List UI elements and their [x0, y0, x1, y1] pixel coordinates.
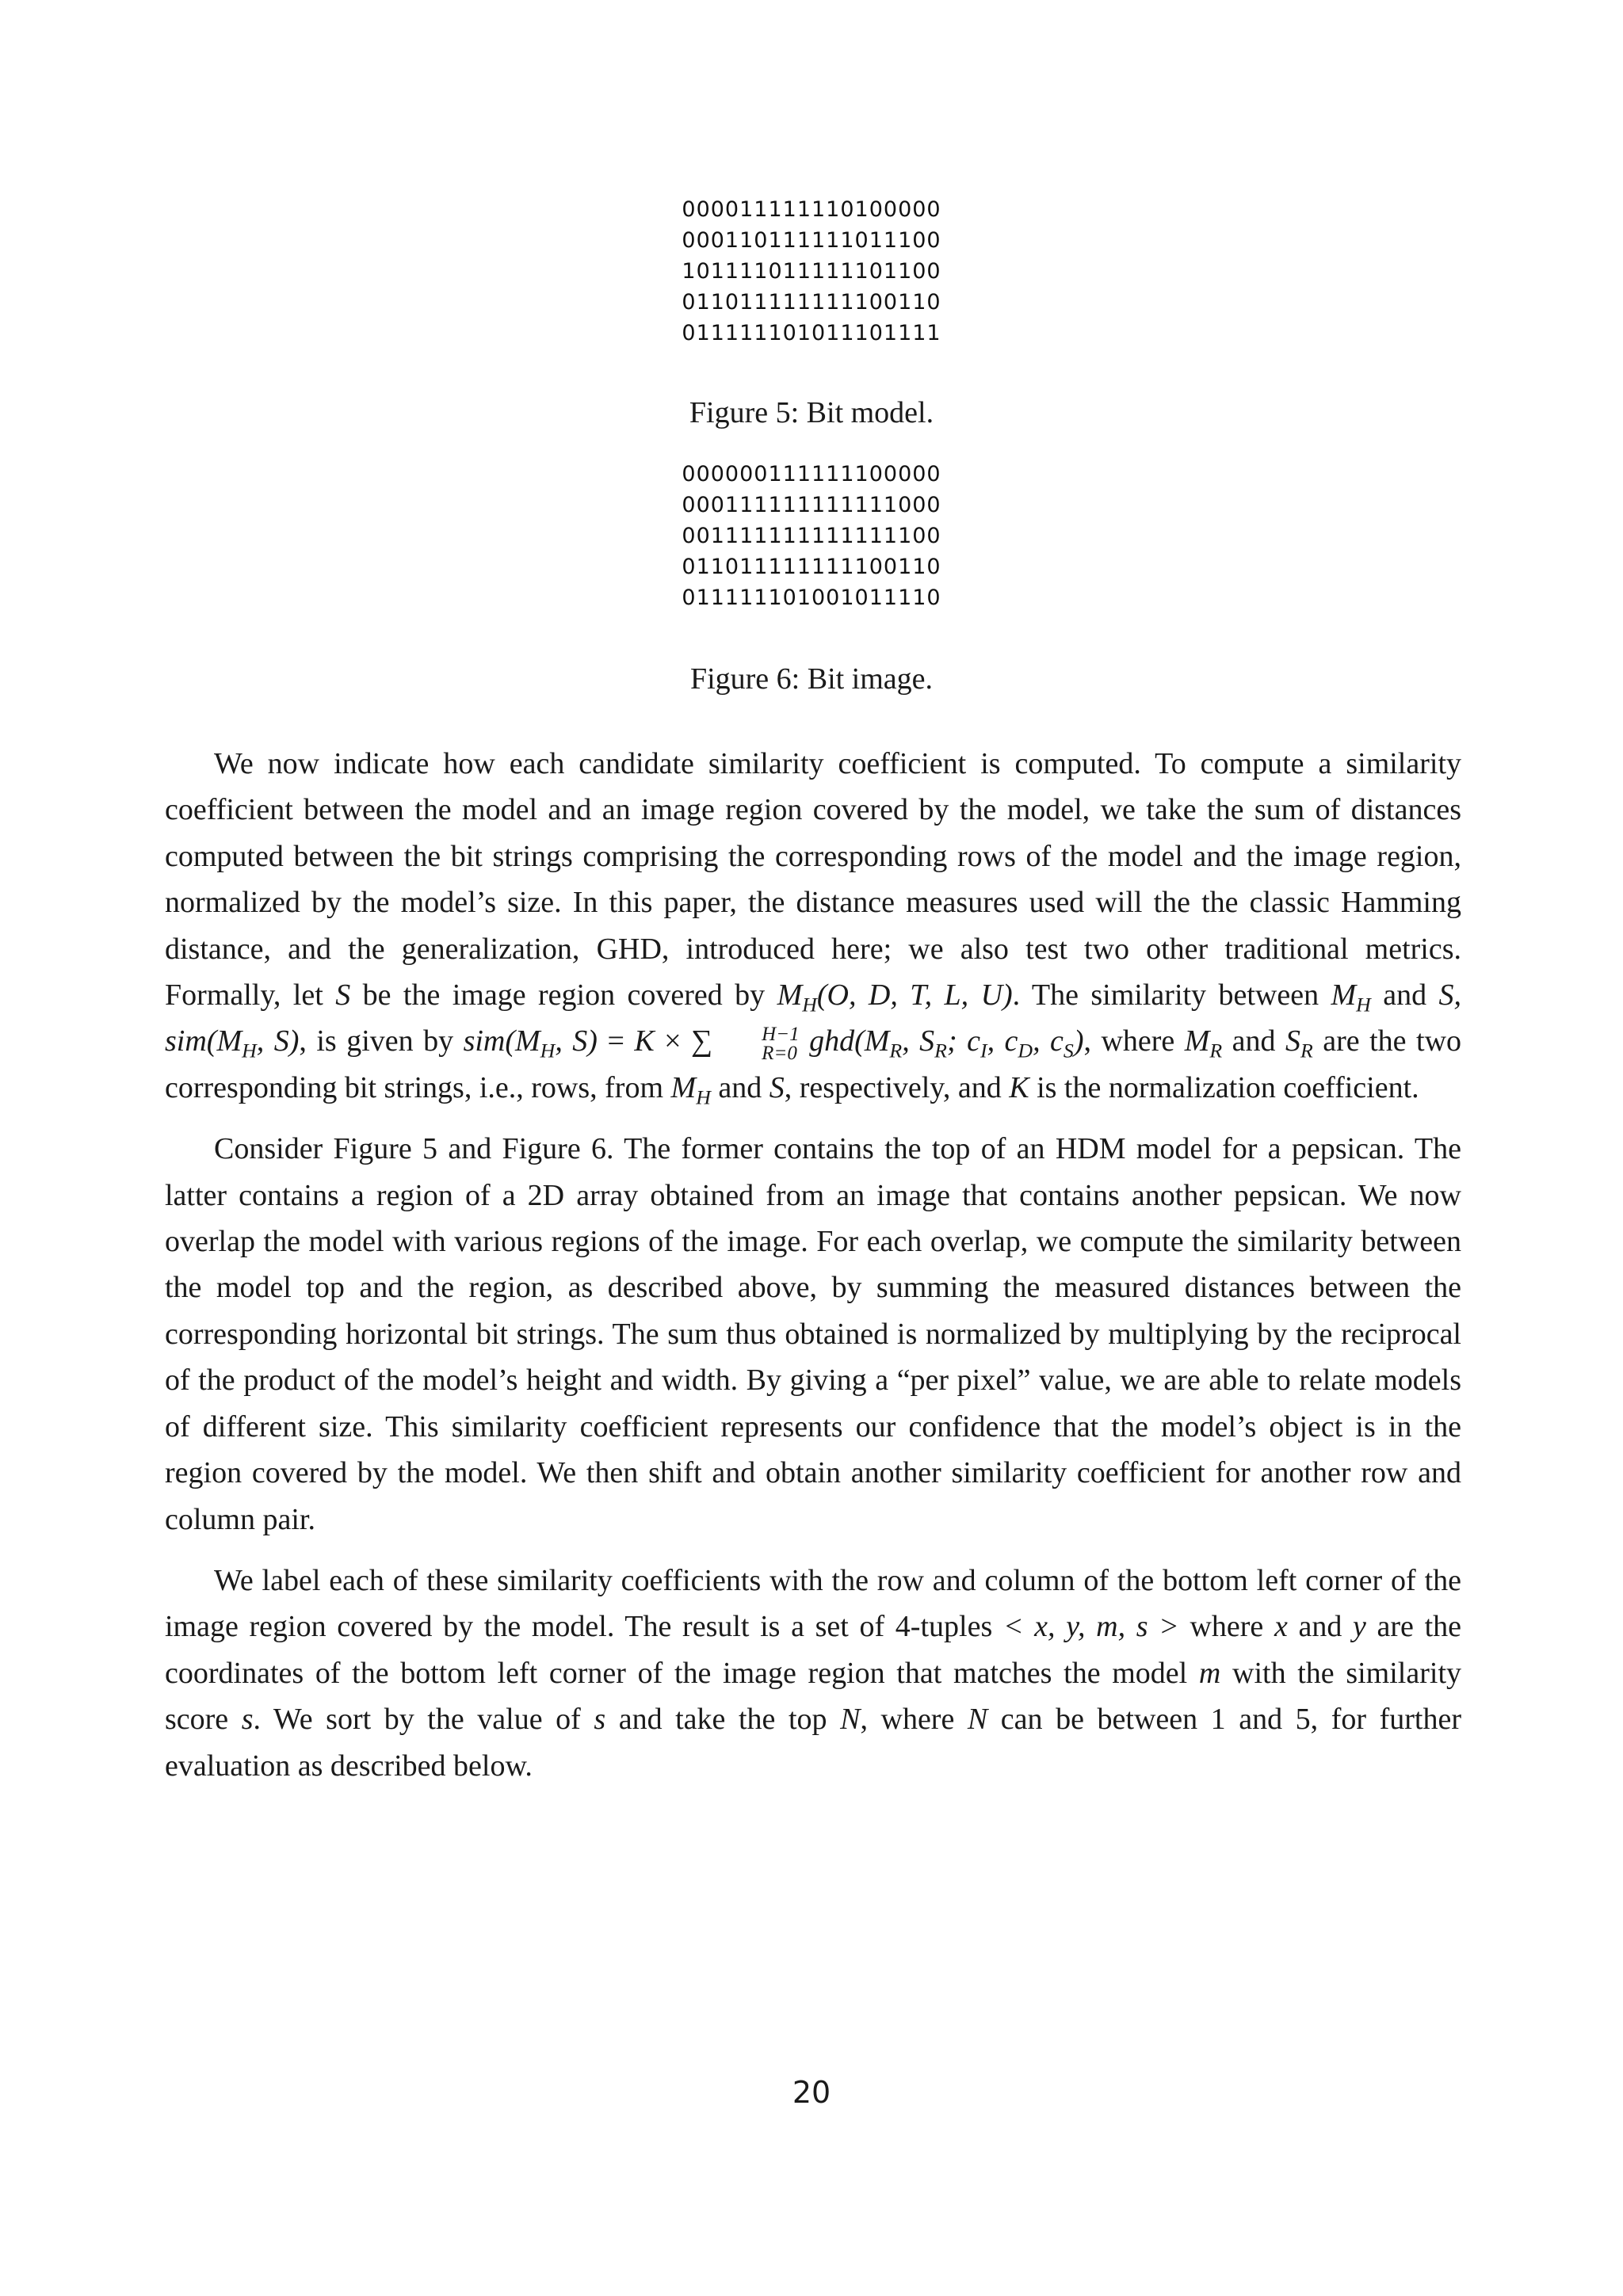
math-sub: R: [1209, 1039, 1223, 1063]
math-sub: H: [242, 1039, 257, 1063]
math-sub: H: [540, 1039, 556, 1063]
text-run: be the image region covered by: [350, 978, 777, 1013]
math-func: sim: [165, 1024, 207, 1058]
math-args: , c: [987, 1024, 1018, 1058]
math-args: (O, D, T, L, U): [816, 978, 1013, 1013]
math-var: N: [967, 1703, 988, 1737]
math-sub: R: [889, 1039, 903, 1063]
math-var: s: [594, 1703, 606, 1737]
math-sub: H: [802, 993, 817, 1016]
figure-6-row: 000111111111111000: [682, 493, 941, 517]
page-number: 20: [792, 2075, 831, 2110]
text-run: is the normalization coefficient.: [1029, 1070, 1419, 1104]
math-var: m: [1198, 1656, 1221, 1690]
figure-5-caption: Figure 5: Bit model.: [689, 396, 934, 429]
math-var: N: [840, 1703, 861, 1737]
math-args: , S): [555, 1024, 598, 1058]
math-expr: [1184, 1024, 1223, 1063]
figure-6-row: 001111111111111100: [682, 524, 941, 548]
text-run: with the similarity score: [165, 1656, 1461, 1737]
body-text: [165, 741, 1461, 1804]
math-args: (M: [206, 1024, 242, 1058]
figure-5-row: 101111011111101100: [682, 259, 941, 284]
math-sub: D: [1018, 1039, 1033, 1063]
text-run: are the two corresponding bit strings, i.e., rows, from: [165, 1024, 1462, 1104]
figure-5-row: 000011111110100000: [682, 197, 941, 222]
text-run: and: [1287, 1610, 1353, 1644]
math-expr: [777, 978, 1013, 1016]
math-op: =: [597, 1024, 635, 1058]
math-args: , S): [256, 1024, 300, 1058]
text-run: , respectively, and: [784, 1070, 1010, 1104]
math-func: sim: [463, 1024, 506, 1058]
text-run: and: [1370, 978, 1439, 1013]
figure-6-row: 011011111111100110: [682, 555, 941, 579]
math-args: ; c: [946, 1024, 980, 1058]
paragraph-figure-discussion: Consider Figure 5 and Figure 6. The former contains the top of an HDM model for a pepsican. The latter contains a region of a 2D array obtained from an image that contains another pepsican. We now overlap the model with various regions of the image. For each overlap, we compute the similarity between the model top and the region, as described above, by summing the measured distances between the corresponding horizontal bit strings. The sum thus obtained is normalized by multiplying by the reciprocal of the product of the model’s height and width. By giving a “per pixel” value, we are able to relate models of different size. This similarity coefficient represents our confidence that the model’s object is in the region covered by the model. We then shift and obtain another similarity coefficient for another row and column pair.: [165, 1132, 1461, 1536]
sum-lower: R=0: [762, 1042, 797, 1064]
math-sub: S: [1063, 1039, 1074, 1063]
text-run: and take the top: [605, 1703, 841, 1737]
paragraph-tuples: [165, 1558, 1461, 1789]
math-sub: R: [1300, 1039, 1313, 1063]
math-sub: I: [980, 1039, 987, 1063]
math-sub: H: [696, 1085, 711, 1109]
math-args: , c: [1033, 1024, 1064, 1058]
figure-6-caption: Figure 6: Bit image.: [689, 662, 934, 696]
math-op: ×: [654, 1024, 692, 1058]
math-sub: H: [1356, 993, 1371, 1016]
sum-limits: [712, 1025, 799, 1063]
text-run: . We sort by the value of: [253, 1703, 594, 1737]
paragraph-similarity-computation: [165, 741, 1461, 1111]
math-expr: [1285, 1024, 1313, 1063]
text-run: , is given by: [299, 1024, 464, 1058]
text-run: and: [1222, 1024, 1286, 1058]
math-var: M: [1331, 978, 1357, 1013]
sum-upper: H−1: [762, 1023, 800, 1045]
text-run: , where: [860, 1703, 968, 1737]
math-tuple: < x, y, m, s >: [1002, 1610, 1179, 1644]
math-args: (M: [505, 1024, 540, 1058]
math-expr: [670, 1070, 711, 1109]
math-expr: [463, 1023, 1084, 1064]
text-run: . The similarity between: [1012, 978, 1331, 1013]
sum-symbol: ∑: [691, 1024, 713, 1058]
math-expr: [1331, 978, 1371, 1016]
math-var: S: [769, 1070, 785, 1104]
math-var: x: [1274, 1610, 1288, 1644]
figure-5-row: 000110111111011100: [682, 228, 941, 253]
math-args: ): [1073, 1024, 1084, 1058]
math-var: M: [777, 978, 803, 1013]
figure-6-row: 000000111111100000: [682, 462, 941, 486]
figure-6-row: 011111101001011110: [682, 585, 941, 610]
figure-5-row: 011011111111100110: [682, 290, 941, 315]
math-var: M: [670, 1070, 697, 1104]
math-var: S: [1285, 1024, 1301, 1058]
math-var: K: [1009, 1070, 1029, 1104]
math-expr: S, $sim(M_H$, S): [165, 978, 1462, 1063]
text-run: , where: [1083, 1024, 1185, 1058]
math-var: s: [241, 1703, 254, 1737]
figure-5-bit-model: [0, 194, 1623, 349]
text-run: and: [710, 1070, 769, 1104]
math-args: (M: [854, 1024, 890, 1058]
math-func: ghd: [799, 1024, 855, 1058]
text-run: We label each of these similarity coefficients with the row and column of the bottom left corner of the image region covered by the model. The result is a set of 4-tuples: [165, 1563, 1461, 1644]
figure-6-bit-image: [0, 459, 1623, 613]
text-run: are the coordinates of the bottom left corner of the image region that matches the model: [165, 1610, 1461, 1690]
math-var: y: [1353, 1610, 1366, 1644]
math-var: S: [335, 978, 351, 1013]
math-var: M: [1184, 1024, 1210, 1058]
text-run: where: [1178, 1610, 1274, 1644]
text-run: can be between 1 and 5, for further evaluation as described below.: [165, 1703, 1461, 1783]
text-run: We now indicate how each candidate similarity coefficient is computed. To compute a similarity coefficient between the model and an image region covered by the model, we take the sum of distances computed between the bit strings comprising the corresponding rows of the model and the image region, normalized by the model’s size. In this paper, the distance measures used will the the classic Hamming distance, and the generalization, GHD, introduced here; we also test two other traditional metrics. Formally, let: [165, 747, 1461, 1013]
figure-5-row: 011111101011101111: [682, 321, 941, 345]
math-var: K: [634, 1024, 655, 1058]
math-var: S: [1438, 978, 1454, 1013]
math-sub: R: [934, 1039, 947, 1063]
math-args: , S: [902, 1024, 935, 1058]
